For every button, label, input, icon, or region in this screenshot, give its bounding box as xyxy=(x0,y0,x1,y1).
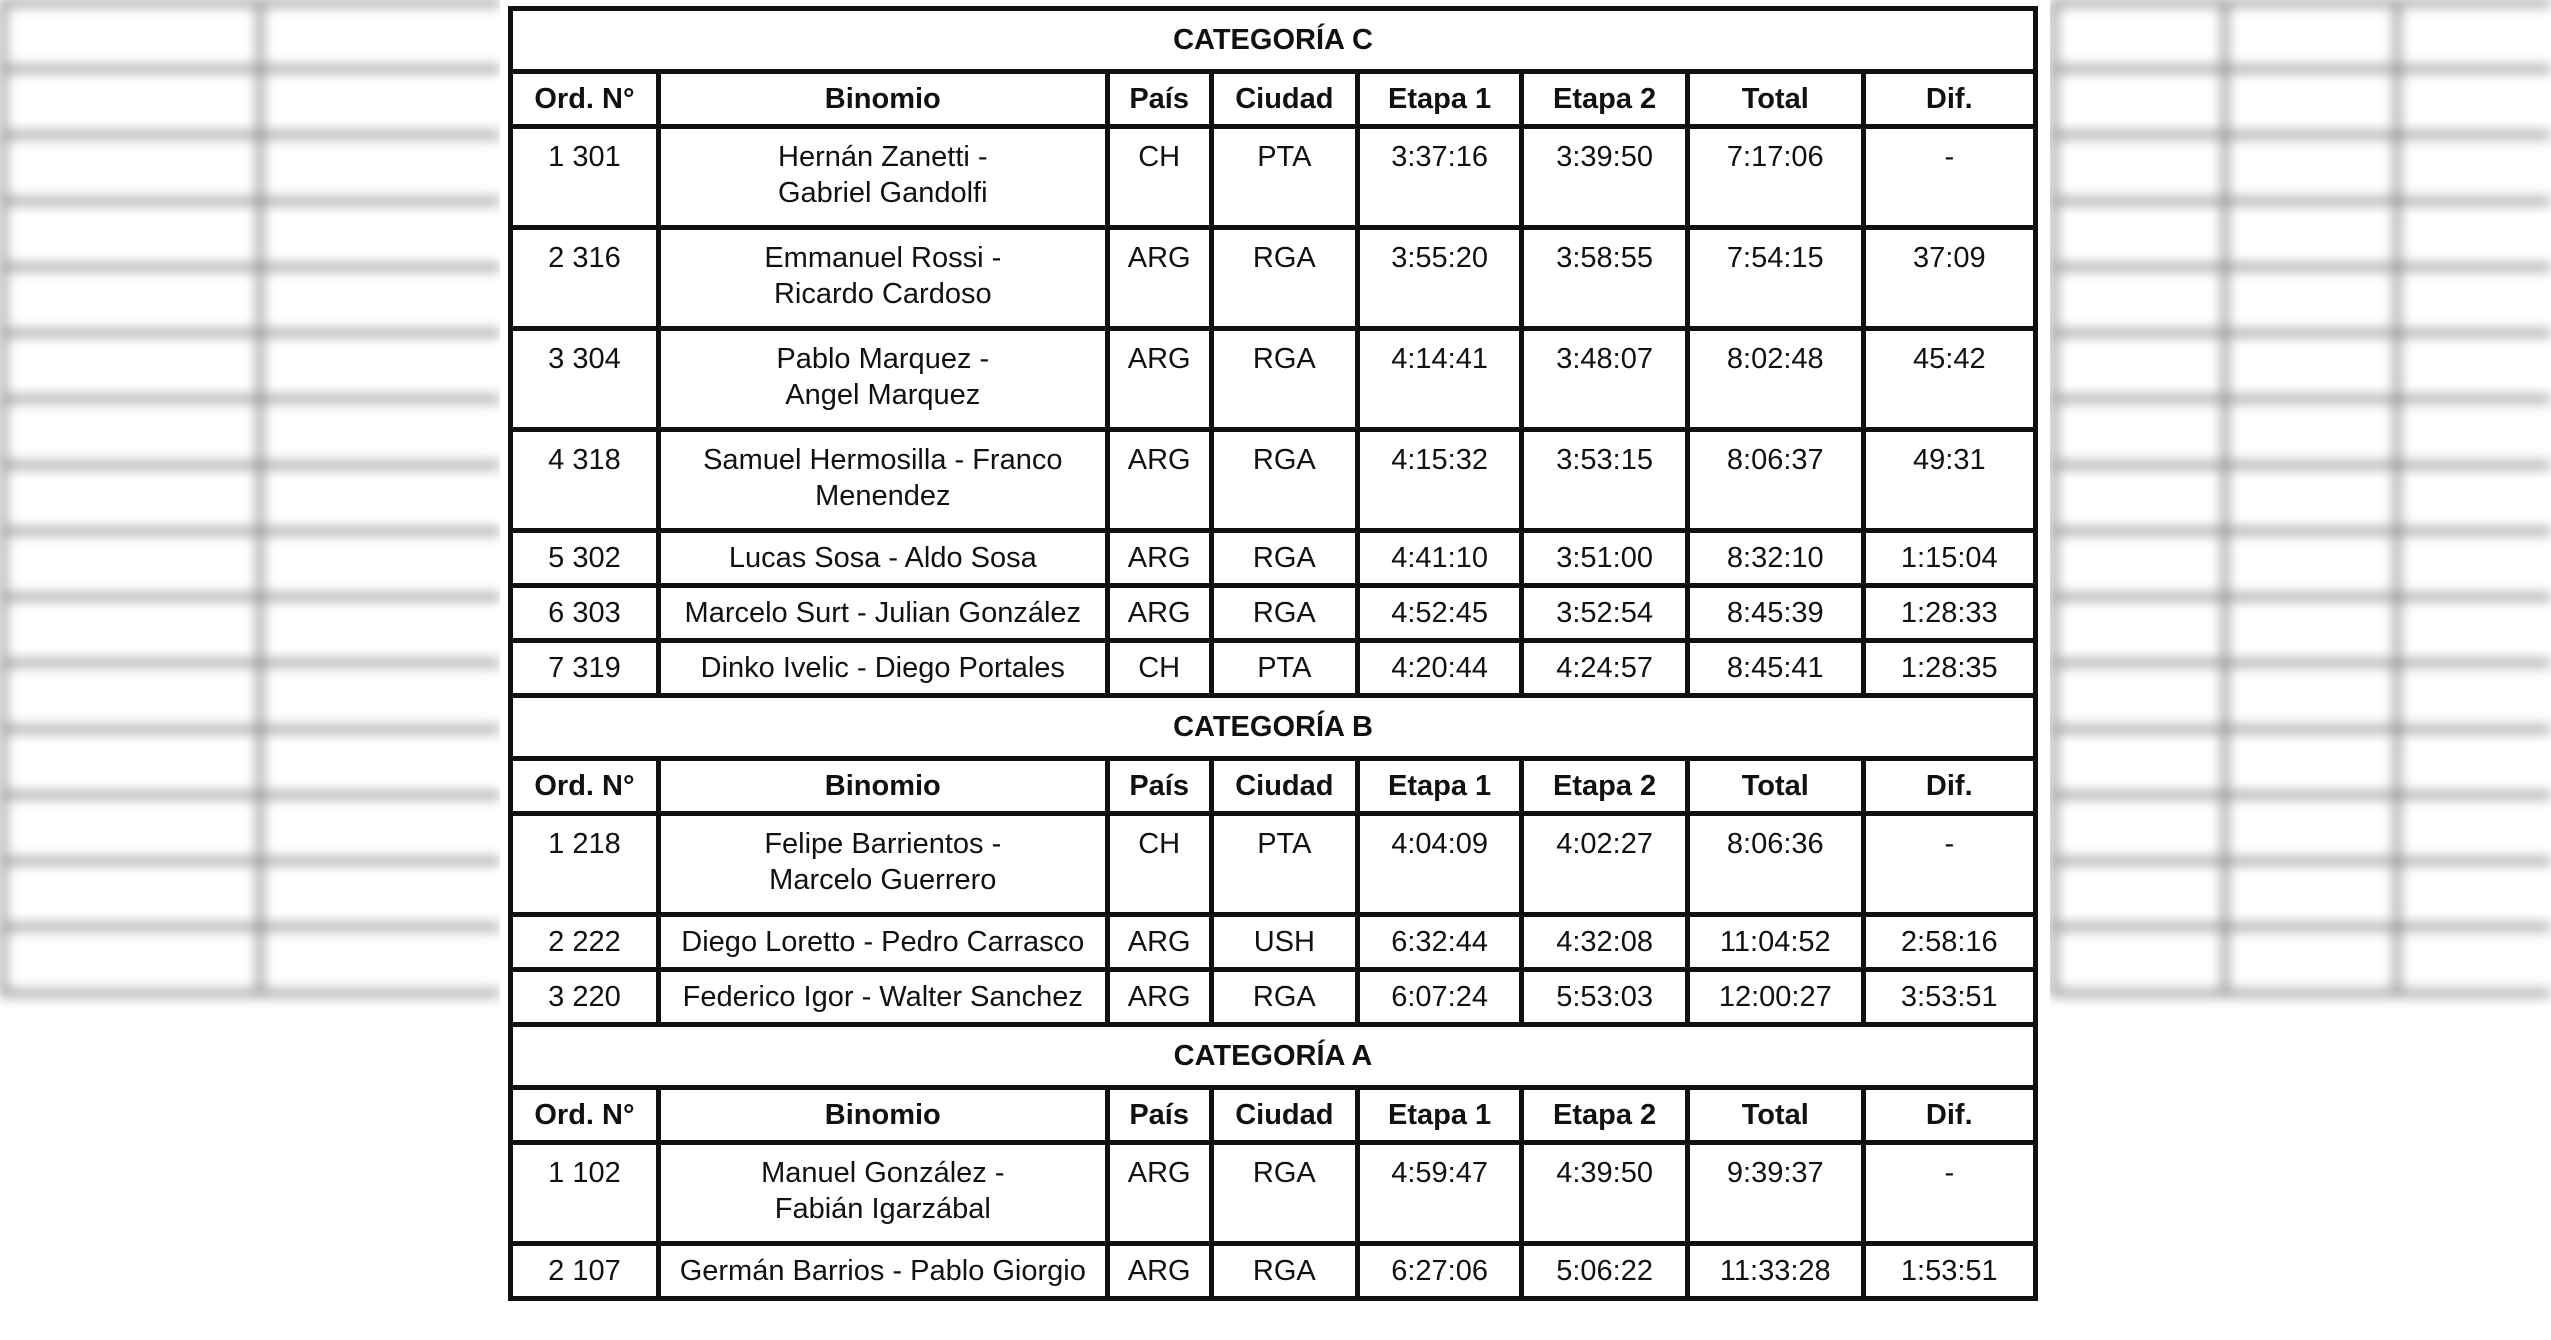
blurred-cell xyxy=(260,465,500,531)
blurred-cell xyxy=(2225,135,2396,201)
binomio-line: Marcelo Guerrero xyxy=(769,864,997,896)
cell-dif: - xyxy=(1863,814,2035,915)
cell-ord: 6 303 xyxy=(511,586,659,641)
table-row xyxy=(511,228,2036,329)
cell-binomio xyxy=(658,641,1107,696)
blurred-row xyxy=(3,465,500,531)
blurred-cell xyxy=(2054,69,2225,135)
blurred-row xyxy=(2054,861,2551,927)
blurred-cell xyxy=(3,861,260,927)
cell-pais: CH xyxy=(1107,641,1211,696)
table-row xyxy=(511,586,2036,641)
binomio-line: Germán Barrios - Pablo Giorgio xyxy=(679,1255,1086,1287)
cell-total: 11:04:52 xyxy=(1688,915,1864,970)
cell-ciudad: PTA xyxy=(1211,127,1357,228)
blurred-row xyxy=(2054,3,2551,69)
cell-ciudad: RGA xyxy=(1211,430,1357,531)
table-row xyxy=(511,641,2036,696)
cell-total: 8:02:48 xyxy=(1688,329,1864,430)
blurred-cell xyxy=(260,3,500,69)
blurred-cell xyxy=(3,597,260,663)
cell-total: 8:45:41 xyxy=(1688,641,1864,696)
column-header-pais: País xyxy=(1107,1088,1211,1143)
cell-ord: 3 220 xyxy=(511,970,659,1025)
blurred-cell xyxy=(3,267,260,333)
blurred-cell xyxy=(2397,729,2551,795)
cell-binomio xyxy=(658,228,1107,329)
cell-etapa2: 4:24:57 xyxy=(1522,641,1688,696)
cell-etapa1: 4:15:32 xyxy=(1358,430,1522,531)
binomio-line: Samuel Hermosilla - Franco xyxy=(703,444,1063,476)
cell-ord: 2 316 xyxy=(511,228,659,329)
cell-pais: ARG xyxy=(1107,586,1211,641)
blurred-cell xyxy=(2054,597,2225,663)
blurred-cell xyxy=(2225,201,2396,267)
cell-total: 8:32:10 xyxy=(1688,531,1864,586)
cell-dif: 1:28:33 xyxy=(1863,586,2035,641)
cell-ord: 5 302 xyxy=(511,531,659,586)
blurred-cell xyxy=(2225,597,2396,663)
category-title-row xyxy=(511,9,2036,72)
blurred-cell xyxy=(260,399,500,465)
binomio-line: Menendez xyxy=(815,480,951,512)
blurred-cell xyxy=(2397,69,2551,135)
blurred-cell xyxy=(2225,333,2396,399)
blurred-cell xyxy=(2397,465,2551,531)
blurred-cell xyxy=(3,729,260,795)
blurred-cell xyxy=(2397,333,2551,399)
cell-ord: 7 319 xyxy=(511,641,659,696)
cell-dif: 37:09 xyxy=(1863,228,2035,329)
cell-etapa2: 3:39:50 xyxy=(1522,127,1688,228)
table-row xyxy=(511,127,2036,228)
blurred-row xyxy=(3,3,500,69)
blurred-cell xyxy=(2225,795,2396,861)
blurred-cell xyxy=(2225,3,2396,69)
blurred-cell xyxy=(3,663,260,729)
blurred-table-left xyxy=(0,0,500,996)
blurred-cell xyxy=(2397,267,2551,333)
blurred-cell xyxy=(2225,399,2396,465)
blurred-cell xyxy=(2397,135,2551,201)
binomio-line: Emmanuel Rossi - xyxy=(764,242,1002,274)
blurred-cell xyxy=(2054,663,2225,729)
cell-ciudad: USH xyxy=(1211,915,1357,970)
binomio-line: Felipe Barrientos - xyxy=(764,828,1002,860)
blurred-cell xyxy=(3,3,260,69)
blurred-cell xyxy=(2054,399,2225,465)
cell-ord: 2 222 xyxy=(511,915,659,970)
blurred-cell xyxy=(2054,135,2225,201)
cell-etapa2: 4:02:27 xyxy=(1522,814,1688,915)
cell-dif: 3:53:51 xyxy=(1863,970,2035,1025)
cell-ciudad: PTA xyxy=(1211,814,1357,915)
column-header-etapa1: Etapa 1 xyxy=(1358,72,1522,127)
blurred-row xyxy=(2054,399,2551,465)
blurred-cell xyxy=(2225,69,2396,135)
category-title: CATEGORÍA B xyxy=(511,696,2036,759)
blurred-row xyxy=(2054,927,2551,993)
blurred-cell xyxy=(3,135,260,201)
column-header-etapa2: Etapa 2 xyxy=(1522,1088,1688,1143)
blurred-cell xyxy=(2054,531,2225,597)
blurred-cell xyxy=(3,333,260,399)
column-header-row xyxy=(511,72,2036,127)
blurred-row xyxy=(2054,333,2551,399)
blurred-row xyxy=(3,267,500,333)
cell-pais: CH xyxy=(1107,127,1211,228)
binomio-line: Federico Igor - Walter Sanchez xyxy=(682,981,1083,1013)
cell-binomio xyxy=(658,915,1107,970)
blurred-cell xyxy=(2054,927,2225,993)
cell-etapa1: 6:32:44 xyxy=(1358,915,1522,970)
cell-pais: ARG xyxy=(1107,1143,1211,1244)
column-header-ciudad: Ciudad xyxy=(1211,759,1357,814)
column-header-pais: País xyxy=(1107,759,1211,814)
binomio-line: Angel Marquez xyxy=(785,379,981,411)
cell-etapa2: 3:58:55 xyxy=(1522,228,1688,329)
category-title: CATEGORÍA A xyxy=(511,1025,2036,1088)
cell-etapa2: 4:39:50 xyxy=(1522,1143,1688,1244)
cell-binomio xyxy=(658,531,1107,586)
blurred-cell xyxy=(3,795,260,861)
cell-pais: ARG xyxy=(1107,531,1211,586)
blurred-row xyxy=(2054,201,2551,267)
column-header-row xyxy=(511,1088,2036,1143)
table-row xyxy=(511,531,2036,586)
blurred-cell xyxy=(2225,729,2396,795)
cell-etapa1: 3:55:20 xyxy=(1358,228,1522,329)
blurred-row xyxy=(3,927,500,993)
cell-etapa2: 4:32:08 xyxy=(1522,915,1688,970)
cell-binomio xyxy=(658,430,1107,531)
binomio-line: Hernán Zanetti - xyxy=(778,141,988,173)
cell-etapa2: 3:53:15 xyxy=(1522,430,1688,531)
cell-ciudad: RGA xyxy=(1211,531,1357,586)
blurred-cell xyxy=(260,201,500,267)
column-header-binomio: Binomio xyxy=(658,759,1107,814)
blurred-cell xyxy=(2054,267,2225,333)
blurred-cell xyxy=(3,399,260,465)
cell-etapa1: 4:52:45 xyxy=(1358,586,1522,641)
cell-total: 8:06:36 xyxy=(1688,814,1864,915)
cell-etapa1: 6:07:24 xyxy=(1358,970,1522,1025)
cell-total: 9:39:37 xyxy=(1688,1143,1864,1244)
cell-total: 7:54:15 xyxy=(1688,228,1864,329)
column-header-pais: País xyxy=(1107,72,1211,127)
cell-etapa2: 3:52:54 xyxy=(1522,586,1688,641)
binomio-line: Gabriel Gandolfi xyxy=(778,177,988,209)
cell-ord: 3 304 xyxy=(511,329,659,430)
cell-total: 8:06:37 xyxy=(1688,430,1864,531)
cell-dif: 1:15:04 xyxy=(1863,531,2035,586)
blurred-cell xyxy=(2397,927,2551,993)
table-row xyxy=(511,915,2036,970)
blurred-cell xyxy=(260,729,500,795)
cell-dif: 49:31 xyxy=(1863,430,2035,531)
cell-pais: ARG xyxy=(1107,970,1211,1025)
cell-binomio xyxy=(658,1143,1107,1244)
cell-dif: 2:58:16 xyxy=(1863,915,2035,970)
table-row xyxy=(511,329,2036,430)
blurred-cell xyxy=(260,135,500,201)
cell-etapa1: 4:04:09 xyxy=(1358,814,1522,915)
cell-dif: 1:28:35 xyxy=(1863,641,2035,696)
blurred-cell xyxy=(2397,399,2551,465)
column-header-ciudad: Ciudad xyxy=(1211,1088,1357,1143)
blurred-cell xyxy=(2225,861,2396,927)
cell-binomio xyxy=(658,586,1107,641)
cell-pais: CH xyxy=(1107,814,1211,915)
column-header-total: Total xyxy=(1688,759,1864,814)
cell-etapa1: 4:41:10 xyxy=(1358,531,1522,586)
cell-binomio xyxy=(658,1244,1107,1299)
blurred-row xyxy=(3,201,500,267)
blurred-row xyxy=(3,597,500,663)
cell-etapa1: 6:27:06 xyxy=(1358,1244,1522,1299)
blurred-cell xyxy=(2397,531,2551,597)
cell-dif: 45:42 xyxy=(1863,329,2035,430)
binomio-line: Fabián Igarzábal xyxy=(774,1193,991,1225)
blurred-row xyxy=(2054,267,2551,333)
cell-dif: - xyxy=(1863,127,2035,228)
blurred-cell xyxy=(3,465,260,531)
cell-etapa2: 5:06:22 xyxy=(1522,1244,1688,1299)
blurred-cell xyxy=(260,861,500,927)
blurred-cell xyxy=(2397,201,2551,267)
blurred-cell xyxy=(2397,597,2551,663)
blurred-cell xyxy=(260,267,500,333)
cell-binomio xyxy=(658,970,1107,1025)
blurred-cell xyxy=(260,795,500,861)
results-table xyxy=(508,6,2038,1301)
blurred-cell xyxy=(260,333,500,399)
results-sheet xyxy=(500,0,2050,1340)
cell-ord: 2 107 xyxy=(511,1244,659,1299)
cell-etapa2: 3:48:07 xyxy=(1522,329,1688,430)
table-row xyxy=(511,1244,2036,1299)
blurred-cell xyxy=(2397,3,2551,69)
column-header-dif: Dif. xyxy=(1863,759,2035,814)
binomio-line: Lucas Sosa - Aldo Sosa xyxy=(728,542,1037,574)
cell-binomio xyxy=(658,127,1107,228)
cell-ord: 1 102 xyxy=(511,1143,659,1244)
blurred-row xyxy=(2054,597,2551,663)
cell-ciudad: RGA xyxy=(1211,586,1357,641)
blurred-cell xyxy=(2397,861,2551,927)
cell-dif: - xyxy=(1863,1143,2035,1244)
blurred-cell xyxy=(260,927,500,993)
column-header-etapa1: Etapa 1 xyxy=(1358,759,1522,814)
column-header-ord: Ord. N° xyxy=(511,759,659,814)
blurred-row xyxy=(2054,663,2551,729)
cell-pais: ARG xyxy=(1107,1244,1211,1299)
table-row xyxy=(511,814,2036,915)
cell-binomio xyxy=(658,814,1107,915)
blurred-cell xyxy=(2225,465,2396,531)
binomio-line: Ricardo Cardoso xyxy=(773,278,992,310)
blurred-cell xyxy=(2397,663,2551,729)
cell-ciudad: PTA xyxy=(1211,641,1357,696)
column-header-ord: Ord. N° xyxy=(511,72,659,127)
blurred-cell xyxy=(3,201,260,267)
cell-ciudad: RGA xyxy=(1211,329,1357,430)
column-header-total: Total xyxy=(1688,72,1864,127)
cell-binomio xyxy=(658,329,1107,430)
blurred-cell xyxy=(2054,729,2225,795)
blurred-row xyxy=(2054,465,2551,531)
blurred-row xyxy=(3,333,500,399)
blurred-background-right xyxy=(2051,0,2551,1340)
binomio-line: Pablo Marquez - xyxy=(776,343,990,375)
blurred-row xyxy=(3,69,500,135)
cell-ord: 1 301 xyxy=(511,127,659,228)
cell-etapa1: 4:59:47 xyxy=(1358,1143,1522,1244)
binomio-line: Manuel González - xyxy=(761,1157,1005,1189)
cell-etapa2: 5:53:03 xyxy=(1522,970,1688,1025)
blurred-row xyxy=(2054,729,2551,795)
blurred-cell xyxy=(2054,3,2225,69)
category-title: CATEGORÍA C xyxy=(511,9,2036,72)
blurred-row xyxy=(2054,795,2551,861)
blurred-cell xyxy=(3,927,260,993)
table-row xyxy=(511,970,2036,1025)
cell-total: 7:17:06 xyxy=(1688,127,1864,228)
cell-ciudad: RGA xyxy=(1211,1143,1357,1244)
blurred-cell xyxy=(2054,465,2225,531)
cell-etapa1: 3:37:16 xyxy=(1358,127,1522,228)
results-body xyxy=(511,9,2036,1299)
cell-ord: 1 218 xyxy=(511,814,659,915)
column-header-etapa2: Etapa 2 xyxy=(1522,72,1688,127)
cell-total: 11:33:28 xyxy=(1688,1244,1864,1299)
blurred-cell xyxy=(2225,663,2396,729)
cell-pais: ARG xyxy=(1107,915,1211,970)
cell-dif: 1:53:51 xyxy=(1863,1244,2035,1299)
blurred-cell xyxy=(2054,861,2225,927)
cell-ciudad: RGA xyxy=(1211,970,1357,1025)
cell-ciudad: RGA xyxy=(1211,228,1357,329)
blurred-row xyxy=(2054,69,2551,135)
blurred-row xyxy=(2054,531,2551,597)
cell-ord: 4 318 xyxy=(511,430,659,531)
blurred-cell xyxy=(260,597,500,663)
column-header-ord: Ord. N° xyxy=(511,1088,659,1143)
cell-etapa1: 4:20:44 xyxy=(1358,641,1522,696)
column-header-dif: Dif. xyxy=(1863,72,2035,127)
blurred-cell xyxy=(2225,927,2396,993)
cell-total: 8:45:39 xyxy=(1688,586,1864,641)
column-header-total: Total xyxy=(1688,1088,1864,1143)
binomio-line: Dinko Ivelic - Diego Portales xyxy=(700,652,1065,684)
column-header-binomio: Binomio xyxy=(658,1088,1107,1143)
blurred-cell xyxy=(2225,531,2396,597)
cell-pais: ARG xyxy=(1107,329,1211,430)
blurred-cell xyxy=(2225,267,2396,333)
category-title-row xyxy=(511,1025,2036,1088)
category-title-row xyxy=(511,696,2036,759)
column-header-ciudad: Ciudad xyxy=(1211,72,1357,127)
cell-ciudad: RGA xyxy=(1211,1244,1357,1299)
blurred-row xyxy=(3,795,500,861)
blurred-row xyxy=(3,135,500,201)
cell-pais: ARG xyxy=(1107,430,1211,531)
blurred-cell xyxy=(2397,795,2551,861)
blurred-row xyxy=(3,663,500,729)
blurred-cell xyxy=(2054,795,2225,861)
blurred-row xyxy=(3,729,500,795)
blurred-cell xyxy=(3,531,260,597)
blurred-table-right xyxy=(2051,0,2551,996)
blurred-row xyxy=(2054,135,2551,201)
blurred-cell xyxy=(3,69,260,135)
column-header-binomio: Binomio xyxy=(658,72,1107,127)
column-header-row xyxy=(511,759,2036,814)
cell-pais: ARG xyxy=(1107,228,1211,329)
cell-etapa1: 4:14:41 xyxy=(1358,329,1522,430)
blurred-cell xyxy=(260,69,500,135)
column-header-etapa1: Etapa 1 xyxy=(1358,1088,1522,1143)
table-row xyxy=(511,430,2036,531)
blurred-row xyxy=(3,861,500,927)
column-header-dif: Dif. xyxy=(1863,1088,2035,1143)
column-header-etapa2: Etapa 2 xyxy=(1522,759,1688,814)
blurred-cell xyxy=(2054,333,2225,399)
blurred-row xyxy=(3,531,500,597)
blurred-cell xyxy=(260,663,500,729)
binomio-line: Marcelo Surt - Julian González xyxy=(684,597,1082,629)
blurred-cell xyxy=(2054,201,2225,267)
blurred-background-left xyxy=(0,0,500,1340)
binomio-line: Diego Loretto - Pedro Carrasco xyxy=(681,926,1085,958)
blurred-row xyxy=(3,399,500,465)
cell-etapa2: 3:51:00 xyxy=(1522,531,1688,586)
table-row xyxy=(511,1143,2036,1244)
blurred-cell xyxy=(260,531,500,597)
cell-total: 12:00:27 xyxy=(1688,970,1864,1025)
